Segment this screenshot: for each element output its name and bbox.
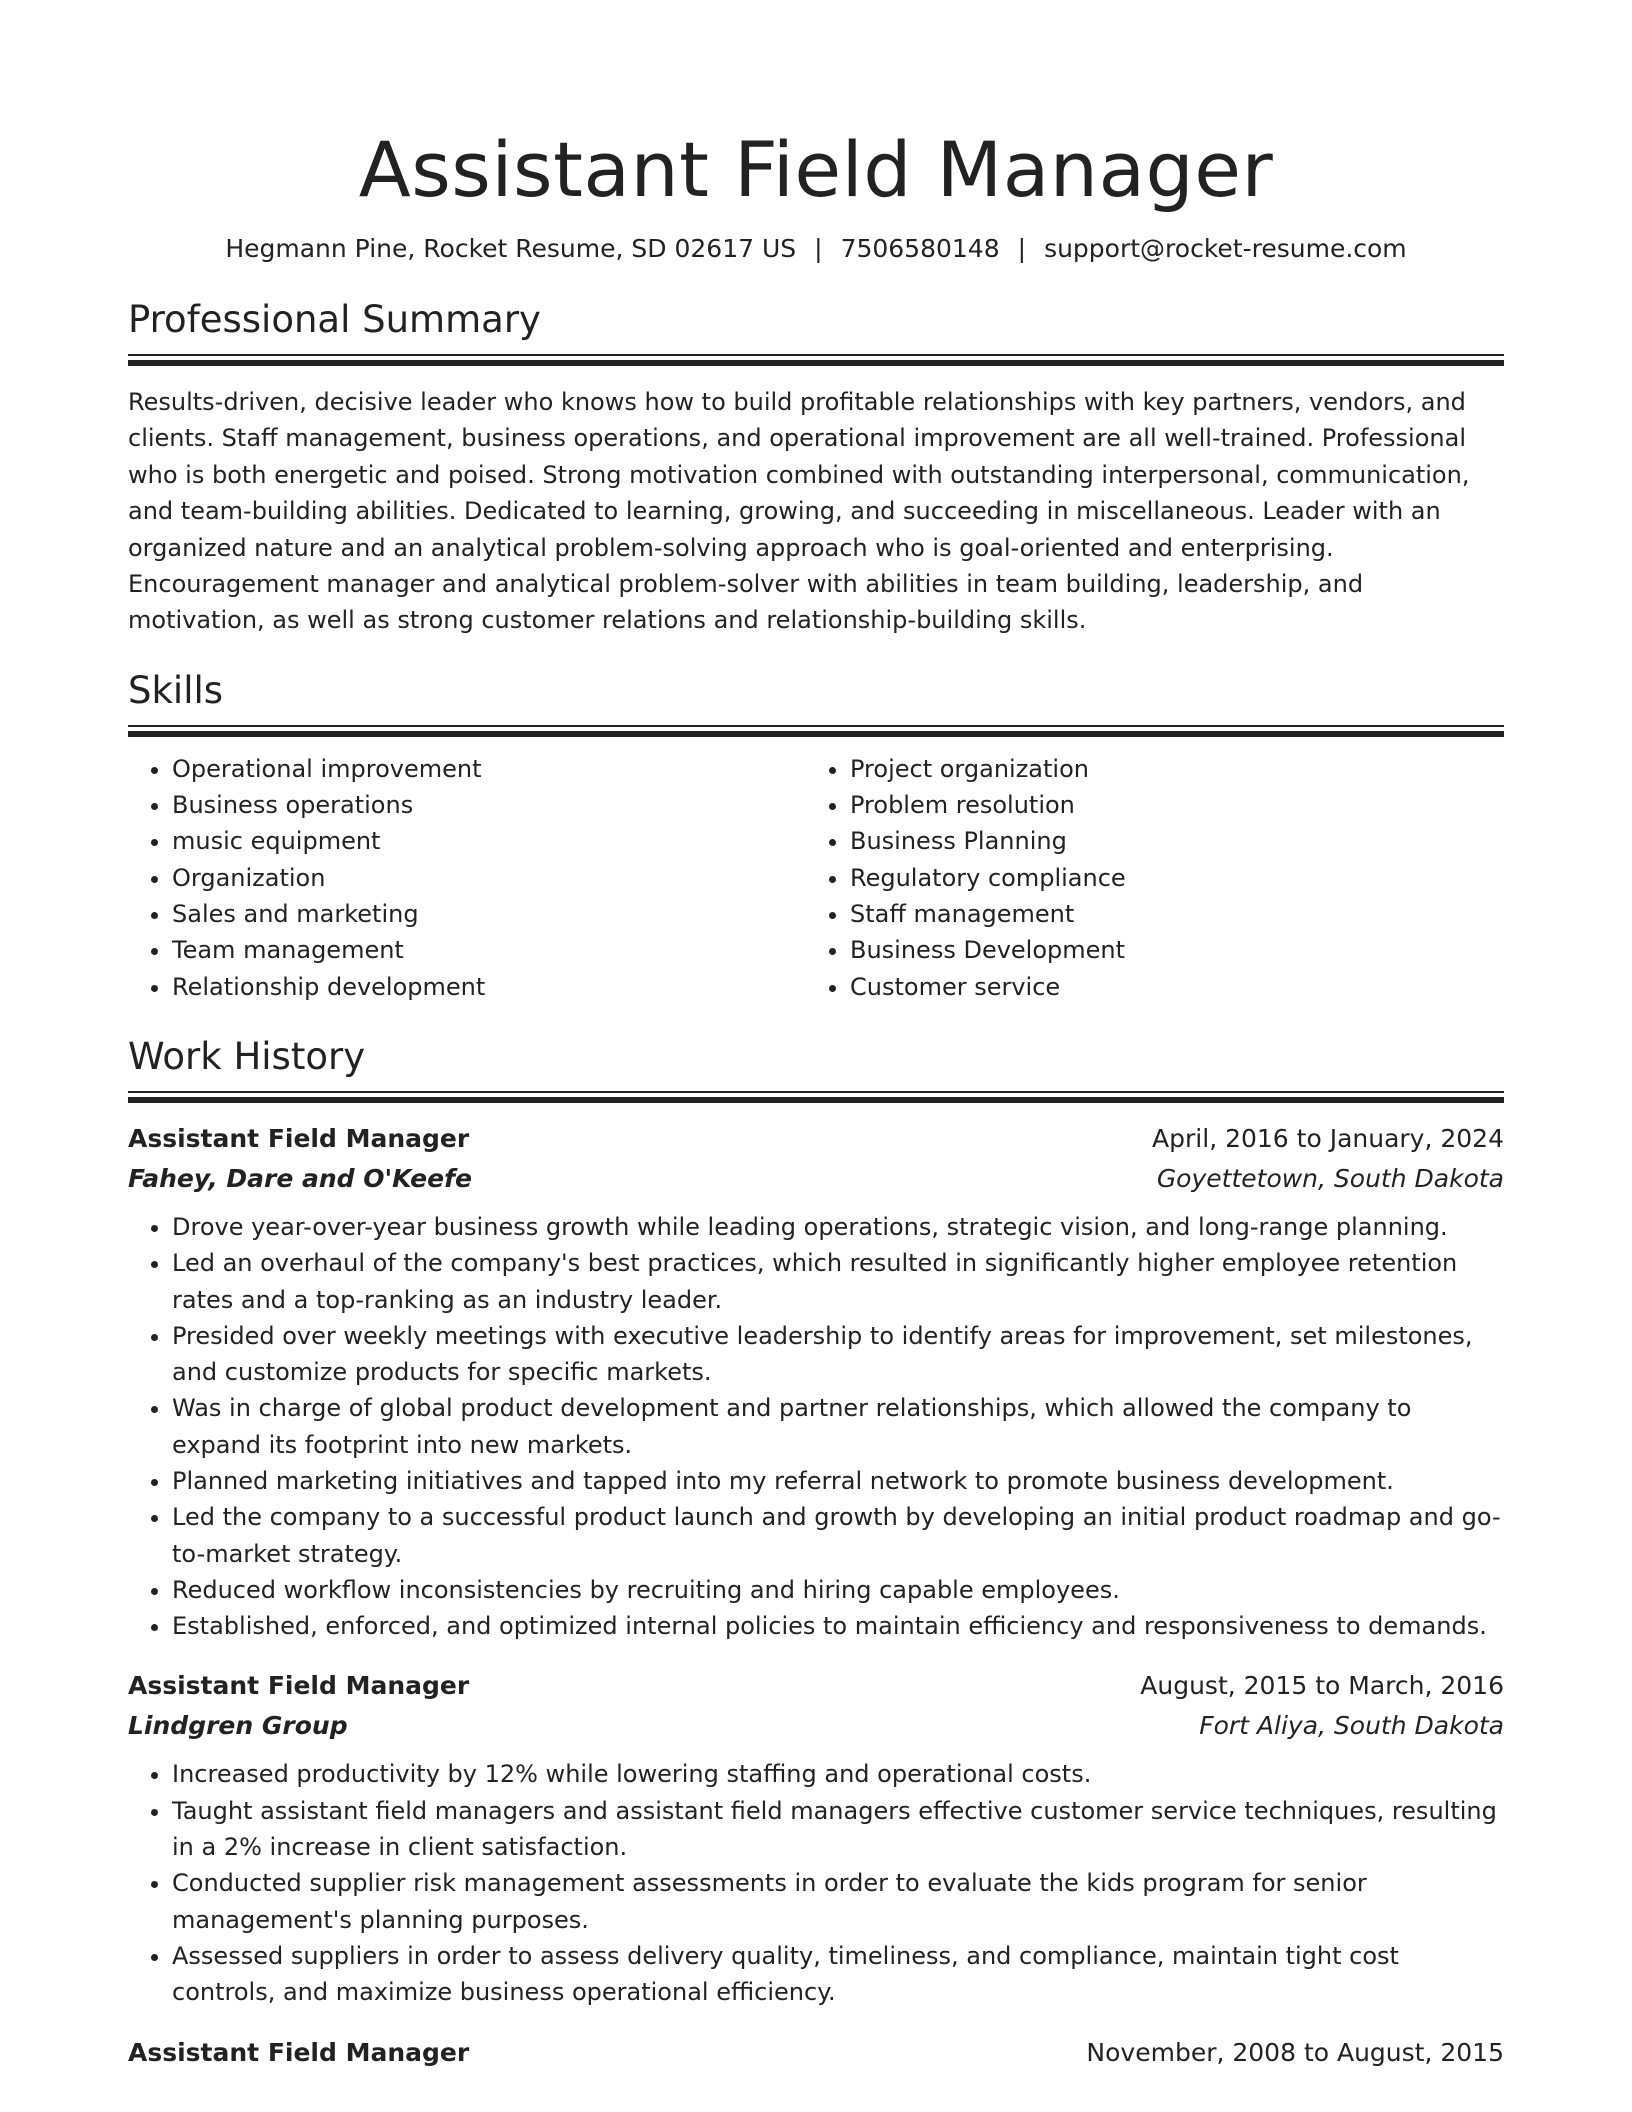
skill-item: • Operational improvement <box>172 751 806 787</box>
job-location: Goyettetown, South Dakota <box>1156 1163 1504 1193</box>
skill-item: • Team management <box>172 932 806 968</box>
job-header-row <box>128 2033 1504 2073</box>
resume-title: Assistant Field Manager <box>358 125 1274 214</box>
job-company-row <box>128 1706 1504 1746</box>
job-bullet: • Was in charge of global product development and partner relationships, which allowed the company to expand its footprint into new markets. <box>172 1390 1504 1463</box>
contact-separator: | <box>1017 234 1027 263</box>
job-bullet: • Assessed suppliers in order to assess delivery quality, timeliness, and compliance, maintain tight cost controls, and maximize business operational efficiency. <box>172 1938 1504 2011</box>
skills-section <box>128 667 1504 1005</box>
skill-item: • Regulatory compliance <box>850 860 1484 896</box>
work-history-section <box>128 1033 1504 2073</box>
skill-item: • music equipment <box>172 823 806 859</box>
job-bullet: • Increased productivity by 12% while lowering staffing and operational costs. <box>172 1756 1504 1792</box>
job-dates: November, 2008 to August, 2015 <box>1086 2037 1504 2067</box>
job-bullet: • Drove year-over-year business growth while leading operations, strategic vision, and long-range planning. <box>172 1209 1504 1245</box>
job-title: Assistant Field Manager <box>128 1123 470 1153</box>
job-bullets <box>128 1209 1504 1645</box>
job-company: Fahey, Dare and O'Keefe <box>128 1163 472 1193</box>
skill-item: • Business Development <box>850 932 1484 968</box>
summary-heading: Professional Summary <box>128 298 541 341</box>
contact-address: Hegmann Pine, Rocket Resume, SD 02617 US <box>225 234 797 263</box>
skill-item: • Sales and marketing <box>172 896 806 932</box>
skill-item: • Organization <box>172 860 806 896</box>
section-divider <box>128 1091 1504 1103</box>
job-bullet: • Presided over weekly meetings with executive leadership to identify areas for improvement, set milestones, and customize products for specific markets. <box>172 1318 1504 1391</box>
job-bullet: • Planned marketing initiatives and tapped into my referral network to promote business development. <box>172 1463 1504 1499</box>
skill-item: • Project organization <box>850 751 1484 787</box>
skill-item: • Problem resolution <box>850 787 1484 823</box>
skill-item: • Relationship development <box>172 969 806 1005</box>
resume-page <box>128 0 1504 2073</box>
job-location: Fort Aliya, South Dakota <box>1199 1711 1504 1741</box>
job-bullet: • Taught assistant field managers and assistant field managers effective customer service techniques, resulting in a 2% increase in client satisfaction. <box>172 1793 1504 1866</box>
job-bullet: • Established, enforced, and optimized internal policies to maintain efficiency and responsiveness to demands. <box>172 1608 1504 1644</box>
contact-separator: | <box>814 234 823 263</box>
job-header-row <box>128 1666 1504 1706</box>
job-dates: August, 2015 to March, 2016 <box>1140 1671 1504 1701</box>
job-title: Assistant Field Manager <box>128 2037 470 2067</box>
job-company-row <box>128 1159 1504 1199</box>
job-entry <box>128 1666 1504 2010</box>
skill-item: • Customer service <box>850 969 1484 1005</box>
skill-item: • Staff management <box>850 896 1484 932</box>
job-bullet: • Led an overhaul of the company's best practices, which resulted in significantly higher employee retention rates and a top-ranking as an industry leader. <box>172 1245 1504 1318</box>
contact-phone: 7506580148 <box>840 234 1000 263</box>
job-company: Lindgren Group <box>128 1711 348 1741</box>
job-bullets <box>128 1756 1504 2010</box>
section-divider <box>128 354 1504 366</box>
summary-text: Results-driven, decisive leader who knows how to build profitable relationships with key partners, vendors, and clients. Staff management, business operations, and operational improvement are all well-trained. Professional who is both energetic and poised. Strong motivation combined with outstanding interpersonal, communication, and team-building abilities. Dedicated to learning, growing, and succeeding in miscellaneous. Leader with an organized nature and an analytical problem-solving approach who is goal-oriented and enterprising. Encouragement manager and analytical problem-solver with abilities in team building, leadership, and motivation, as well as strong customer relations and relationship-building skills. <box>128 388 1470 635</box>
contact-line <box>128 232 1504 266</box>
job-entry <box>128 1119 1504 1645</box>
job-title: Assistant Field Manager <box>128 1671 470 1701</box>
work-history-heading: Work History <box>128 1034 366 1078</box>
job-bullet: • Led the company to a successful product launch and growth by developing an initial product roadmap and go-to-market strategy. <box>172 1499 1504 1572</box>
job-header-row <box>128 1119 1504 1159</box>
skills-heading: Skills <box>128 668 224 712</box>
skill-item: • Business operations <box>172 787 806 823</box>
skills-list-right <box>806 751 1484 1005</box>
skills-list-left <box>128 751 806 1005</box>
job-entry <box>128 2033 1504 2073</box>
job-bullet: • Conducted supplier risk management assessments in order to evaluate the kids program for senior management's planning purposes. <box>172 1865 1504 1938</box>
job-bullet: • Reduced workflow inconsistencies by recruiting and hiring capable employees. <box>172 1572 1504 1608</box>
section-divider <box>128 725 1504 737</box>
job-dates: April, 2016 to January, 2024 <box>1152 1123 1504 1153</box>
summary-section <box>128 296 1504 639</box>
skills-columns <box>128 751 1504 1005</box>
skill-item: • Business Planning <box>850 823 1484 859</box>
contact-email[interactable]: support@rocket-resume.com <box>1044 234 1407 263</box>
